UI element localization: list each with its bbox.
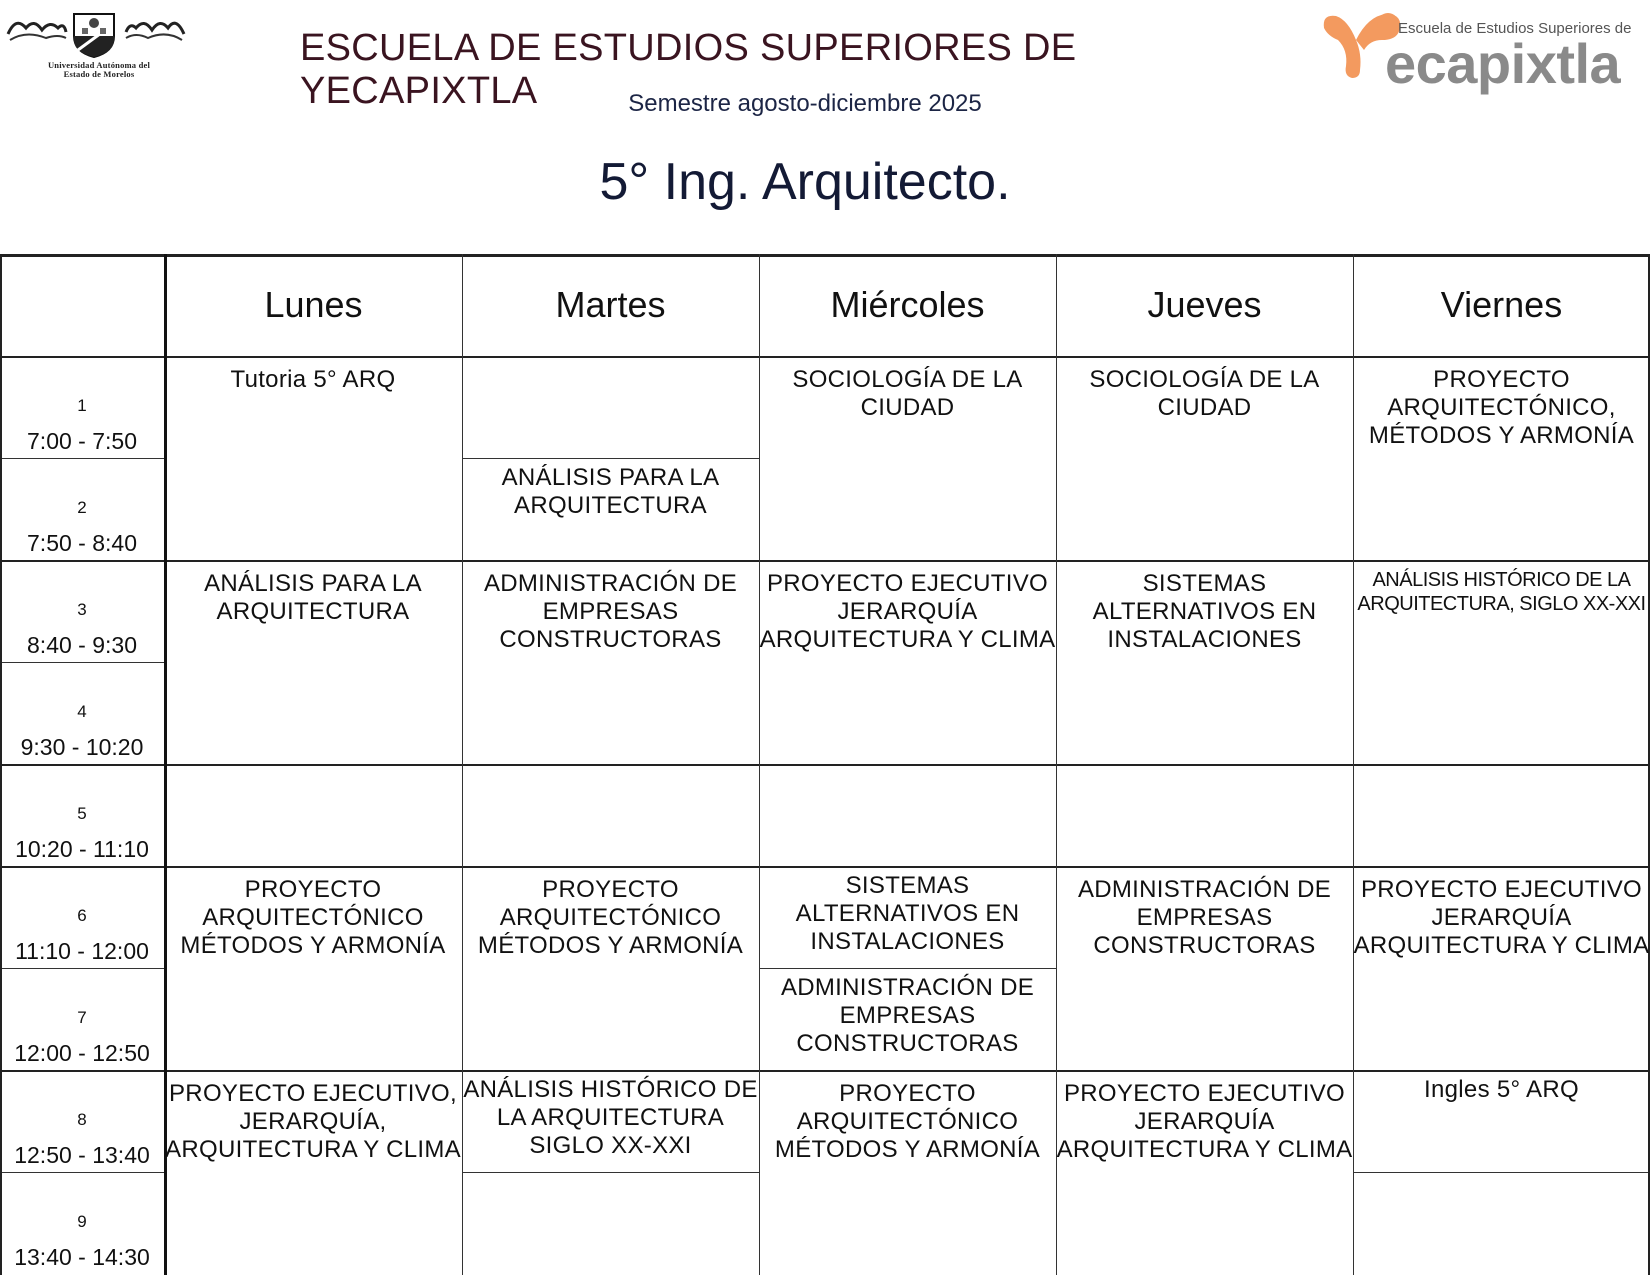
period-row-5 (0, 764, 164, 866)
logo-wordmark: ecapixtla (1385, 32, 1621, 95)
uaem-crest-icon (68, 10, 120, 58)
day-header-viernes: Viernes (1440, 284, 1563, 325)
class-block-miercoles-8: PROYECTO ARQUITECTÓNICO MÉTODOS Y ARMONÍA (774, 1080, 1041, 1163)
university-name: Universidad Autónoma del Estado de Morelos (47, 60, 151, 79)
period-number: 1 (77, 396, 87, 415)
period-time: 9:30 - 10:20 (20, 734, 144, 760)
period-number: 2 (77, 498, 87, 517)
period-number: 5 (77, 804, 87, 823)
period-number: 7 (77, 1008, 87, 1027)
class-block-jueves-1: SOCIOLOGÍA DE LA CIUDAD (1089, 366, 1320, 421)
period-row-9 (0, 1172, 164, 1274)
class-block-martes-6: PROYECTO ARQUITECTÓNICO MÉTODOS Y ARMONÍA (477, 876, 744, 959)
class-block-martes-2: ANÁLISIS PARA LA ARQUITECTURA (501, 464, 720, 519)
logo-tagline: Escuela de Estudios Superiores de (1398, 20, 1632, 37)
period-row-1 (0, 356, 164, 458)
class-block-miercoles-6: SISTEMAS ALTERNATIVOS EN INSTALACIONES (795, 872, 1020, 955)
school-title: ESCUELA DE ESTUDIOS SUPERIORES DE YECAPIXTLA (300, 27, 1077, 112)
class-block-jueves-8: PROYECTO EJECUTIVO JERARQUÍA ARQUITECTURA Y CLIMA (1056, 1080, 1353, 1163)
day-header-martes: Martes (555, 284, 666, 325)
period-number: 6 (77, 906, 87, 925)
class-block-viernes-6: PROYECTO EJECUTIVO JERARQUÍA ARQUITECTURA Y CLIMA (1353, 876, 1650, 959)
class-block-miercoles-3: PROYECTO EJECUTIVO JERARQUÍA ARQUITECTURA Y CLIMA (759, 570, 1056, 653)
class-block-lunes-6: PROYECTO ARQUITECTÓNICO MÉTODOS Y ARMONÍA (180, 876, 446, 959)
period-row-2 (0, 458, 164, 560)
period-number: 3 (77, 600, 87, 619)
schedule-table (0, 254, 1650, 1275)
class-block-miercoles-7: ADMINISTRACIÓN DE EMPRESAS CONSTRUCTORAS (780, 974, 1035, 1057)
day-header-lunes: Lunes (264, 284, 363, 325)
period-time: 7:00 - 7:50 (27, 428, 137, 454)
class-block-jueves-3: SISTEMAS ALTERNATIVOS EN INSTALACIONES (1092, 570, 1317, 653)
period-row-7 (0, 968, 164, 1070)
day-header-jueves: Jueves (1147, 284, 1262, 325)
class-block-jueves-6: ADMINISTRACIÓN DE EMPRESAS CONSTRUCTORAS (1077, 876, 1332, 959)
period-number: 8 (77, 1110, 87, 1129)
class-block-martes-3: ADMINISTRACIÓN DE EMPRESAS CONSTRUCTORAS (483, 570, 738, 653)
period-number: 4 (77, 702, 87, 721)
semester-label: Semestre agosto-diciembre 2025 (628, 90, 982, 117)
period-number: 9 (77, 1212, 87, 1231)
university-logo (6, 8, 186, 83)
day-header-miercoles: Miércoles (830, 284, 985, 325)
period-time: 7:50 - 8:40 (27, 530, 137, 556)
class-block-lunes-1: Tutoria 5° ARQ (230, 366, 396, 393)
class-block-miercoles-1: SOCIOLOGÍA DE LA CIUDAD (792, 366, 1023, 421)
period-time: 13:40 - 14:30 (14, 1244, 150, 1270)
period-row-6 (0, 866, 164, 968)
class-block-viernes-3: ANÁLISIS HISTÓRICO DE LA ARQUITECTURA, SIGLO XX-XXI (1357, 569, 1646, 615)
class-block-martes-8: ANÁLISIS HISTÓRICO DE LA ARQUITECTURA SIGLO XX-XXI (463, 1076, 758, 1159)
ornament-left-icon (6, 14, 68, 44)
period-row-3 (0, 560, 164, 662)
class-block-viernes-1: PROYECTO ARQUITECTÓNICO, MÉTODOS Y ARMONÍA (1368, 366, 1635, 449)
ornament-right-icon (124, 14, 186, 44)
class-block-lunes-3: ANÁLISIS PARA LA ARQUITECTURA (204, 570, 422, 625)
period-row-8 (0, 1070, 164, 1172)
period-time: 12:00 - 12:50 (14, 1040, 150, 1066)
class-block-lunes-8: PROYECTO EJECUTIVO, JERARQUÍA, ARQUITECTURA Y CLIMA (165, 1080, 461, 1163)
program-title: 5° Ing. Arquitecto. (599, 153, 1011, 211)
period-time: 11:10 - 12:00 (15, 938, 149, 964)
period-row-4 (0, 662, 164, 764)
class-block-viernes-8: Ingles 5° ARQ (1424, 1076, 1579, 1103)
period-time: 12:50 - 13:40 (14, 1142, 150, 1168)
period-time: 10:20 - 11:10 (15, 836, 149, 862)
period-time: 8:40 - 9:30 (27, 632, 137, 658)
yecapixtla-logo (1316, 10, 1646, 95)
